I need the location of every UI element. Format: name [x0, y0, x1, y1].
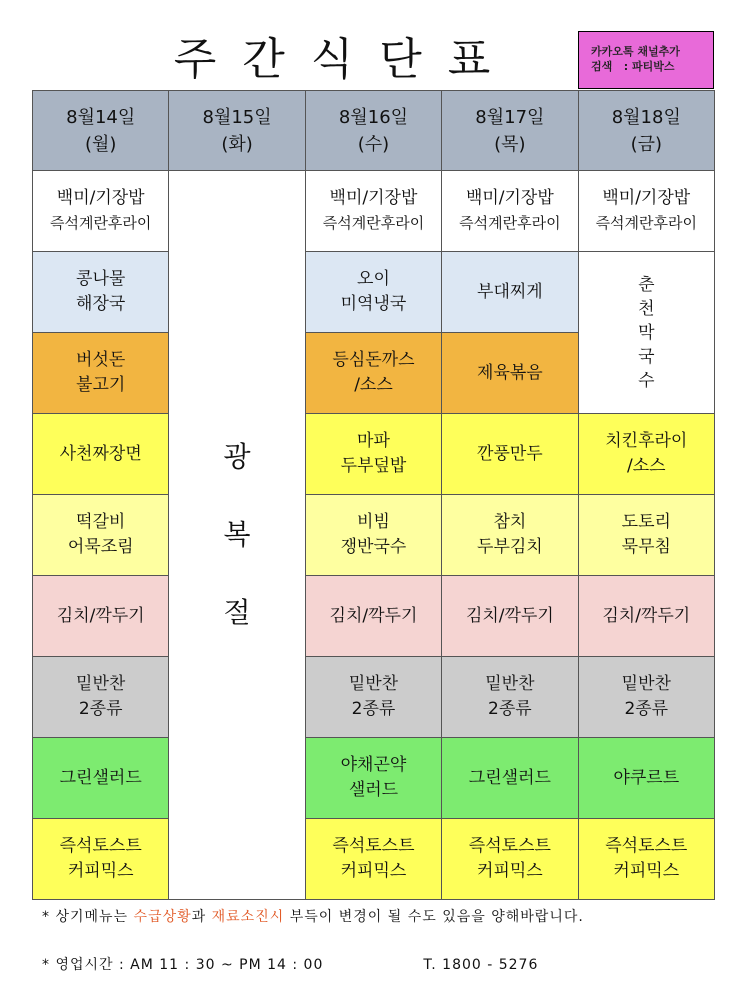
menu-cell-thu-toast: 즉석토스트 커피믹스 — [442, 819, 578, 900]
kakao-channel-badge — [578, 31, 714, 89]
menu-cell-thu-side2: 참치 두부김치 — [442, 495, 578, 576]
menu-cell-mon-side1: 사천짜장면 — [33, 414, 169, 495]
menu-cell-fri-rice: 백미/기장밥 즉석계란후라이 — [578, 171, 714, 252]
menu-cell-thu-side1: 깐풍만두 — [442, 414, 578, 495]
holiday-cell — [169, 171, 305, 900]
day-header-mon: 8월14일 (월) — [33, 91, 169, 171]
day-header-thu: 8월17일 (목) — [442, 91, 578, 171]
menu-cell-thu-banchan: 밑반찬 2종류 — [442, 657, 578, 738]
menu-cell-wed-salad: 야채곤약 샐러드 — [305, 738, 441, 819]
menu-cell-wed-main: 등심돈까스 /소스 — [305, 333, 441, 414]
menu-cell-mon-kimchi: 김치/깍두기 — [33, 576, 169, 657]
menu-cell-thu-main: 제육볶음 — [442, 333, 578, 414]
holiday-char: 절 — [223, 596, 251, 629]
day-header-tue: 8월15일 (화) — [169, 91, 305, 171]
soup-row — [33, 252, 715, 333]
menu-cell-wed-toast: 즉석토스트 커피믹스 — [305, 819, 441, 900]
menu-cell-thu-salad: 그린샐러드 — [442, 738, 578, 819]
menu-cell-wed-soup: 오이 미역냉국 — [305, 252, 441, 333]
menu-cell-fri-noodle: 춘 천 막 국 수 — [578, 252, 714, 414]
banchan-row — [33, 657, 715, 738]
side-dish-1-row — [33, 414, 715, 495]
menu-cell-wed-kimchi: 김치/깍두기 — [305, 576, 441, 657]
holiday-char: 복 — [223, 518, 251, 551]
menu-cell-mon-salad: 그린샐러드 — [33, 738, 169, 819]
change-notice: * 상기메뉴는 수급상황과 재료소진시 부득이 변경이 될 수도 있음을 양해바랍니다. — [42, 909, 584, 925]
toast-row — [33, 819, 715, 900]
menu-cell-mon-toast: 즉석토스트 커피믹스 — [33, 819, 169, 900]
menu-cell-mon-rice: 백미/기장밥 즉석계란후라이 — [33, 171, 169, 252]
menu-cell-fri-salad: 야쿠르트 — [578, 738, 714, 819]
side-dish-2-row — [33, 495, 715, 576]
menu-cell-mon-side2: 떡갈비 어묵조림 — [33, 495, 169, 576]
header-row — [33, 91, 715, 171]
day-header-wed: 8월16일 (수) — [305, 91, 441, 171]
menu-cell-wed-side2: 비빔 쟁반국수 — [305, 495, 441, 576]
weekly-menu-table — [32, 90, 715, 900]
menu-cell-thu-soup: 부대찌게 — [442, 252, 578, 333]
menu-cell-fri-banchan: 밑반찬 2종류 — [578, 657, 714, 738]
menu-cell-wed-banchan: 밑반찬 2종류 — [305, 657, 441, 738]
highlight-supply: 수급상황 — [133, 909, 192, 925]
menu-cell-fri-toast: 즉석토스트 커피믹스 — [578, 819, 714, 900]
promo-line-2: 검색 : 파티박스 — [591, 60, 675, 73]
holiday-char: 광 — [223, 440, 251, 473]
page-title: 주간식단표 — [173, 34, 517, 85]
menu-cell-wed-rice: 백미/기장밥 즉석계란후라이 — [305, 171, 441, 252]
menu-cell-mon-banchan: 밑반찬 2종류 — [33, 657, 169, 738]
promo-line-1: 카카오톡 채널추가 — [591, 45, 680, 58]
menu-cell-wed-side1: 마파 두부덮밥 — [305, 414, 441, 495]
menu-cell-thu-rice: 백미/기장밥 즉석계란후라이 — [442, 171, 578, 252]
menu-cell-thu-kimchi: 김치/깍두기 — [442, 576, 578, 657]
menu-cell-fri-kimchi: 김치/깍두기 — [578, 576, 714, 657]
menu-cell-mon-soup: 콩나물 해장국 — [33, 252, 169, 333]
rice-row — [33, 171, 715, 252]
phone-number: T. 1800 - 5276 — [423, 957, 539, 973]
salad-row — [33, 738, 715, 819]
menu-cell-fri-side1: 치킨후라이 /소스 — [578, 414, 714, 495]
menu-cell-fri-side2: 도토리 묵무침 — [578, 495, 714, 576]
kimchi-row — [33, 576, 715, 657]
day-header-fri: 8월18일 (금) — [578, 91, 714, 171]
highlight-sold-out: 재료소진시 — [211, 909, 285, 925]
business-hours: * 영업시간 : AM 11 : 30 ~ PM 14 : 00 T. 1800 - 5276 — [42, 957, 539, 973]
menu-cell-mon-main: 버섯돈 불고기 — [33, 333, 169, 414]
